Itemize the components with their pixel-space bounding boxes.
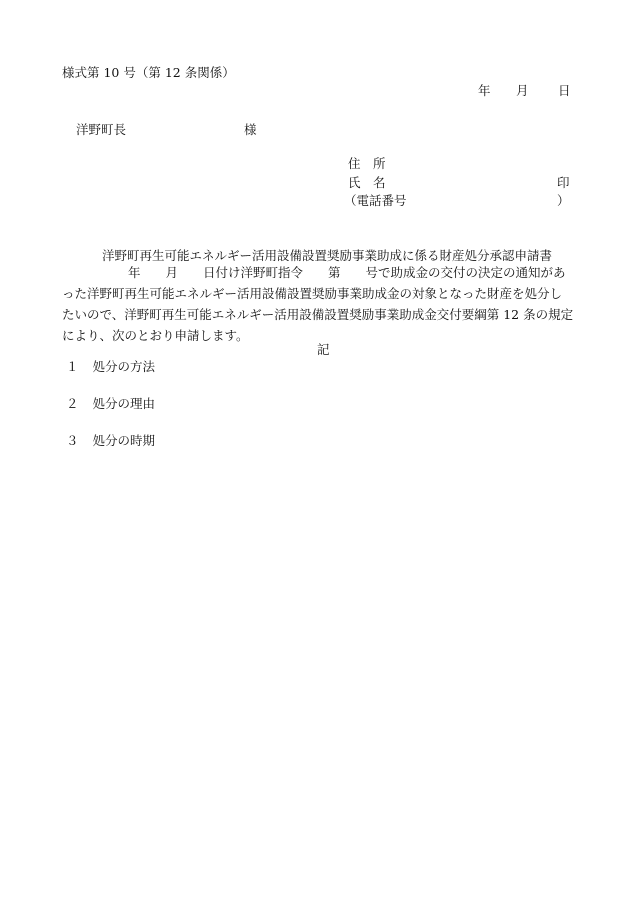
- date-year: 年: [478, 83, 491, 98]
- item-number: ３: [66, 433, 79, 448]
- item-label: 処分の方法: [92, 359, 156, 374]
- seal-label: 印: [557, 175, 570, 190]
- item-label: 処分の時期: [92, 433, 156, 448]
- applicant-address-label: 住 所: [348, 156, 386, 171]
- document-title: 洋野町再生可能エネルギー活用設備設置奨励事業助成に係る財産処分承認申請書: [102, 248, 553, 263]
- item-2: [66, 395, 155, 413]
- applicant-name-label: 氏 名: [348, 175, 386, 190]
- phone-close: ）: [557, 193, 570, 208]
- phone-open: （電話番号: [344, 193, 407, 208]
- addressee-honorific: 様: [244, 122, 257, 137]
- date-month: 月: [516, 83, 529, 98]
- ki-heading: 記: [317, 342, 330, 357]
- item-3: [66, 432, 155, 450]
- item-number: １: [66, 359, 79, 374]
- addressee-name: 洋野町長: [76, 122, 127, 137]
- item-number: ２: [66, 396, 79, 411]
- date-line: [478, 82, 571, 100]
- body-line-1: 年 月 日付け洋野町指令 第 号で助成金の交付の決定の通知があ: [128, 265, 566, 280]
- item-label: 処分の理由: [92, 396, 156, 411]
- body-line-3: たいので、洋野町再生可能エネルギー活用設備設置奨励事業助成金交付要綱第 12 条の規定: [62, 307, 574, 322]
- body-line-2: った洋野町再生可能エネルギー活用設備設置奨励事業助成金の対象となった財産を処分し: [62, 286, 563, 301]
- form-number: 様式第 10 号（第 12 条関係）: [62, 65, 235, 80]
- item-1: [66, 358, 155, 376]
- date-day: 日: [558, 83, 571, 98]
- body-paragraph: [62, 262, 584, 346]
- body-line-4: により、次のとおり申請します。: [62, 328, 249, 343]
